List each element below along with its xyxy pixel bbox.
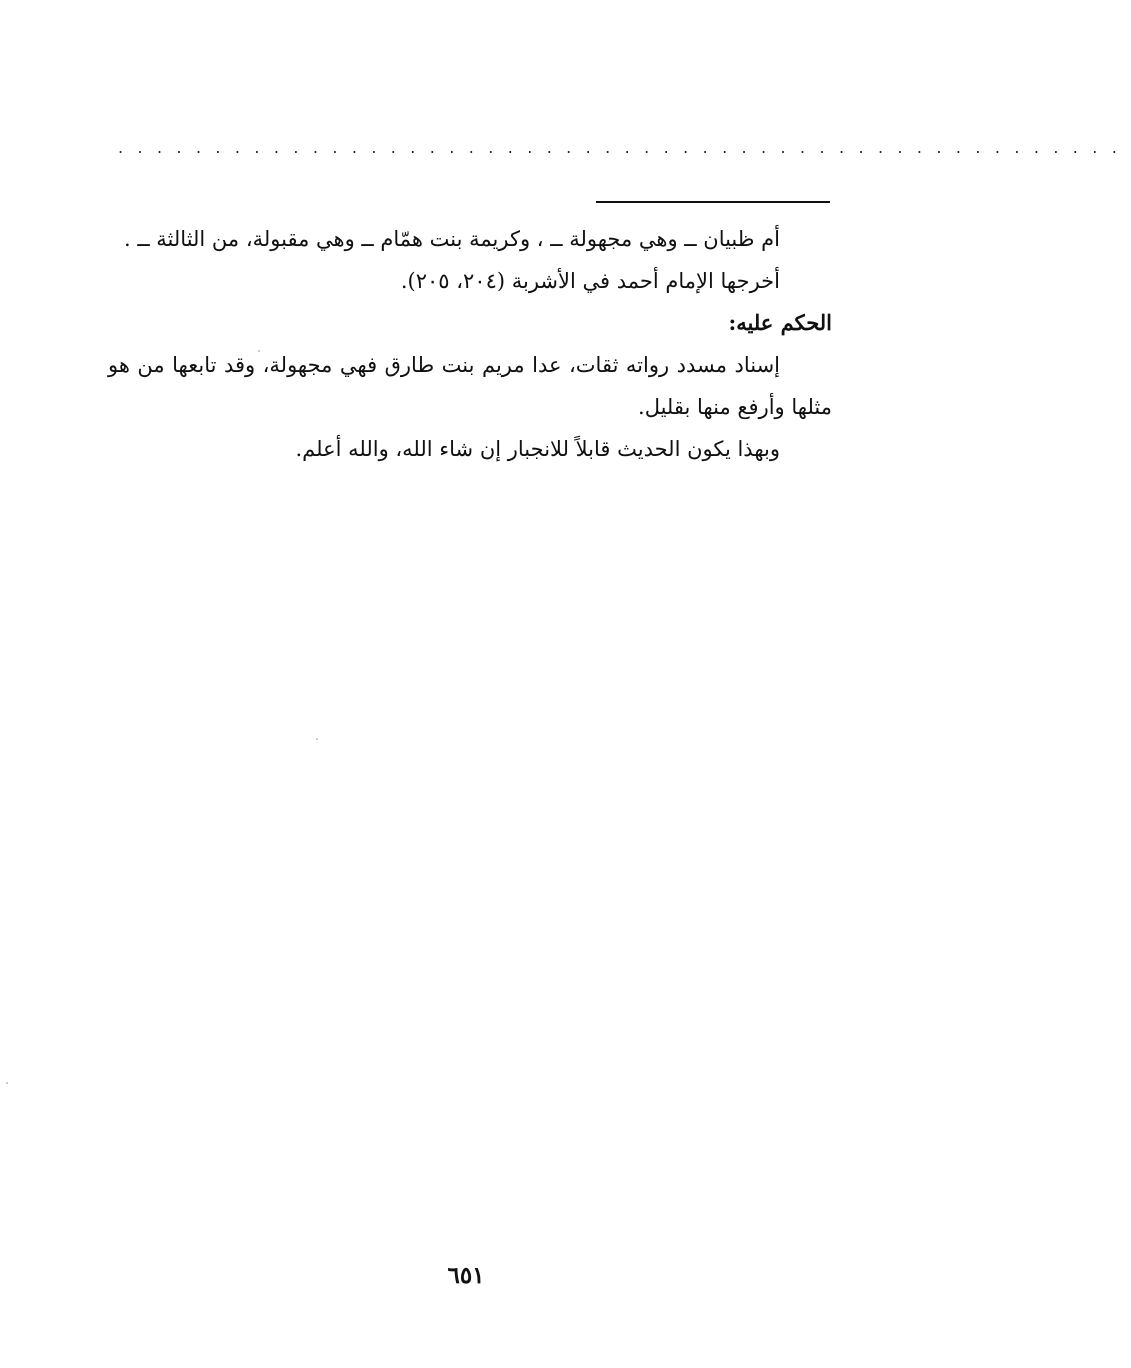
- paragraph-takhrij: أخرجها الإمام أحمد في الأشربة (٢٠٤، ٢٠٥).: [400, 269, 780, 293]
- scan-speck: [258, 350, 260, 352]
- footnote-rule: [596, 201, 830, 203]
- page-body: [108, 218, 832, 470]
- scan-speck: [316, 738, 318, 740]
- scan-speck: [6, 1082, 8, 1084]
- paragraph-conclusion: وبهذا يكون الحديث قابلاً للانجبار إن شاء الله، والله أعلم.: [295, 437, 780, 461]
- paragraph-ruling: إسناد مسدد رواته ثقات، عدا مريم بنت طارق فهي مجهولة، وقد تابعها من هو مثلها وأرفع منها بقليل.: [108, 353, 832, 419]
- dotted-separator: ....................................................: [118, 138, 1131, 157]
- section-heading: الحكم عليه:: [728, 310, 832, 335]
- paragraph-narrators: أم ظبيان ــ وهي مجهولة ــ ، وكريمة بنت همّام ــ وهي مقبولة، من الثالثة ــ .: [123, 227, 780, 251]
- page-number: ٦٥١: [447, 1262, 485, 1289]
